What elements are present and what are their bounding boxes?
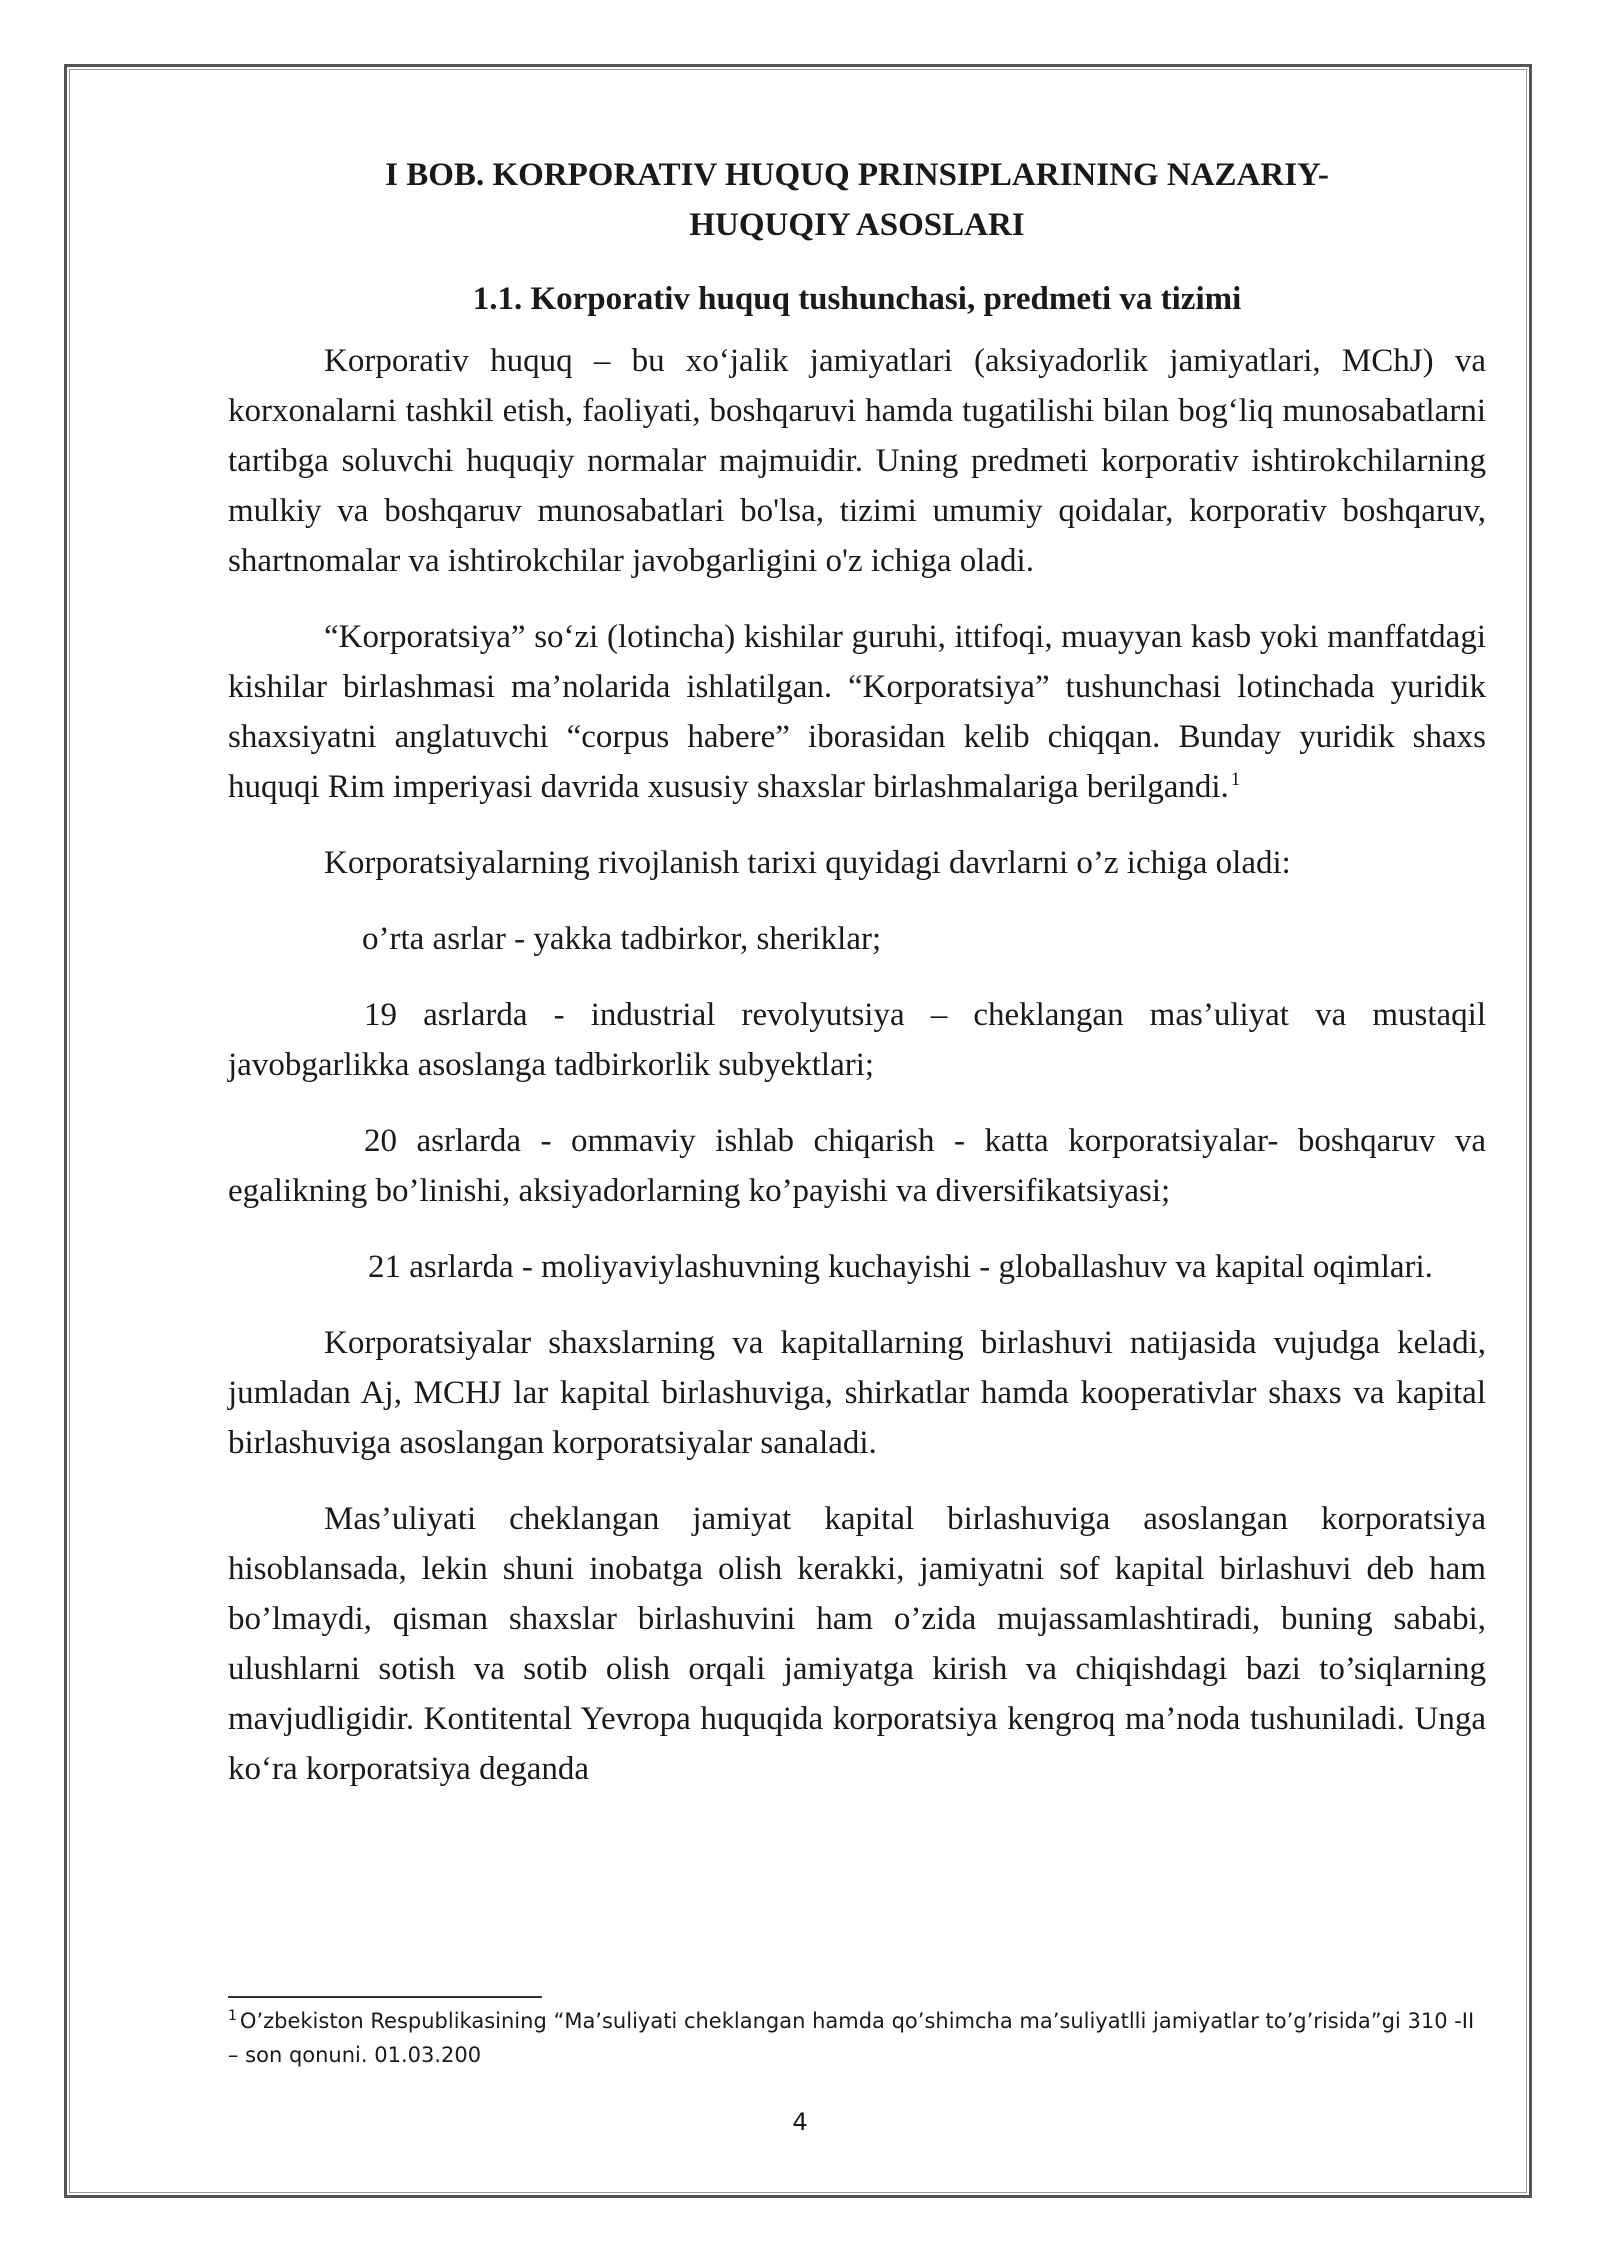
chapter-title-line-2: HUQUQIY ASOSLARI: [689, 207, 1025, 243]
paragraph-etymology: [228, 612, 1486, 812]
footnote-separator: [228, 1996, 542, 1998]
page-content: [228, 150, 1486, 1794]
paragraph-llc: Mas’uliyati cheklangan jamiyat kapital birlashuviga asoslangan korporatsiya hisoblansada, lekin shuni inobatga olish kerakki, jamiyatni sof kapital birlashuvi deb ham bo’lmaydi, qisman shaxslar birlashuvini ham o’zida mujassamlashtiradi, buning sababi, ulushlarni sotish va sotib olish orqali jamiyatga kirish va chiqishdagi bazi to’siqlarning mavjudligidir. Kontitental Yevropa huquqida korporatsiya kengroq ma’noda tushuniladi. Unga ko‘ra korporatsiya deganda: [228, 1501, 1486, 1787]
chapter-title-line-1: I BOB. KORPORATIV HUQUQ PRINSIPLARINING NAZARIY-: [385, 157, 1329, 193]
history-item-20th-century: 20 asrlarda - ommaviy ishlab chiqarish - katta korporatsiyalar- boshqaruv va egalikning bo’linishi, aksiyadorlarning ko’payishi va diversifikatsiyasi;: [228, 1123, 1486, 1209]
history-item-21st-century: 21 asrlarda - moliyaviylashuvning kuchayishi - globallashuv va kapital oqimlari.: [368, 1249, 1433, 1285]
footnote-reference[interactable]: 1: [1230, 769, 1241, 790]
chapter-title: [228, 150, 1486, 250]
footnote-marker: 1: [228, 2008, 237, 2024]
history-item-19th-century: 19 asrlarda - industrial revolyutsiya – cheklangan mas’uliyat va mustaqil javobgarlikka asoslanga tadbirkorlik subyektlari;: [228, 997, 1486, 1083]
footnote: [228, 2004, 1486, 2072]
footnote-text: O’zbekiston Respublikasining “Ma’suliyati cheklangan hamda qo’shimcha ma’suliyatlli jamiyatlar to’g’risida”gi 310 -II – son qonuni. 01.03.200: [228, 2009, 1475, 2067]
section-title: 1.1. Korporativ huquq tushunchasi, predmeti va tizimi: [472, 281, 1242, 317]
page-number: 4: [792, 2108, 808, 2136]
paragraph-history-intro: Korporatsiyalarning rivojlanish tarixi quyidagi davrlarni o’z ichiga oladi:: [324, 845, 1291, 881]
paragraph-definition: Korporativ huquq – bu xo‘jalik jamiyatlari (aksiyadorlik jamiyatlari, MChJ) va korxonalarni tashkil etish, faoliyati, boshqaruvi hamda tugatilishi bilan bog‘liq munosabatlarni tartibga soluvchi huquqiy normalar majmuidir. Uning predmeti korporativ ishtirokchilarning mulkiy va boshqaruv munosabatlari bo'lsa, tizimi umumiy qoidalar, korporativ boshqaruv, shartnomalar va ishtirokchilar javobgarligini o'z ichiga oladi.: [228, 343, 1486, 579]
history-item-middle-ages: o’rta asrlar - yakka tadbirkor, sheriklar;: [362, 921, 882, 957]
paragraph-corporation-types: Korporatsiyalar shaxslarning va kapitallarning birlashuvi natijasida vujudga keladi, jumladan Aj, MCHJ lar kapital birlashuviga, shirkatlar hamda kooperativlar shaxs va kapital birlashuviga asoslangan korporatsiyalar sanaladi.: [228, 1325, 1486, 1461]
paragraph-etymology-text: “Korporatsiya” so‘zi (lotincha) kishilar guruhi, ittifoqi, muayyan kasb yoki manffatdagi kishilar birlashmasi ma’nolarida ishlatilgan. “Korporatsiya” tushunchasi lotinchada yuridik shaxsiyatni anglatuvchi “corpus habere” iborasidan kelib chiqqan. Bunday yuridik shaxs huquqi Rim imperiyasi davrida xususiy shaxslar birlashmalariga berilgandi.: [228, 619, 1486, 805]
